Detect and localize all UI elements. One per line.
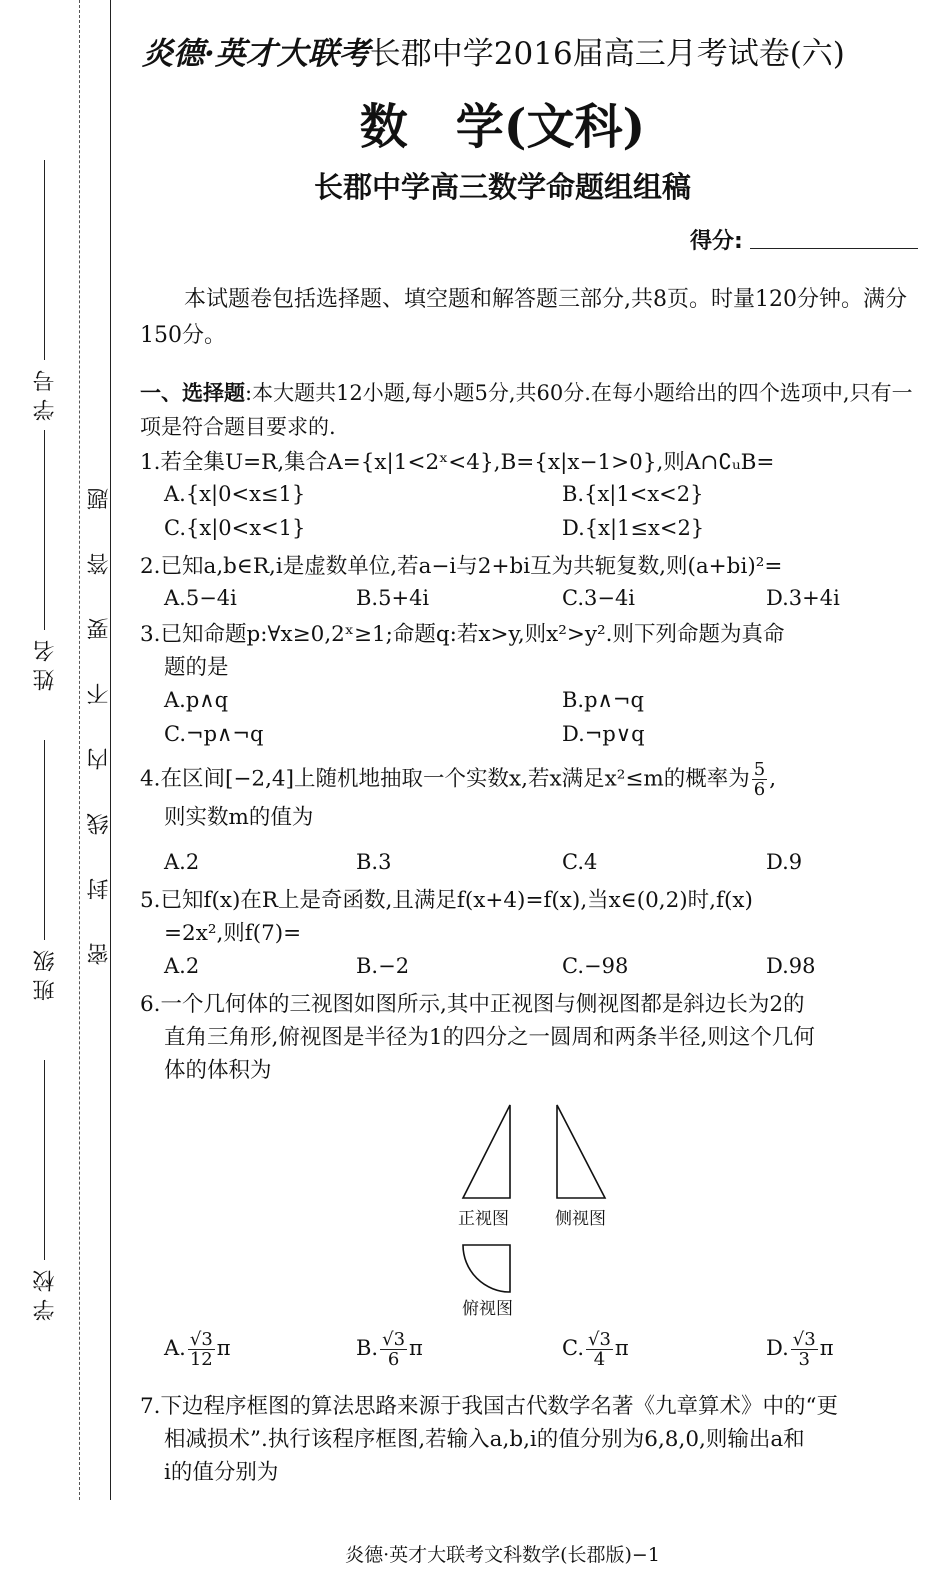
- fraction-numerator: √3: [189, 1329, 213, 1350]
- option-c: [562, 1330, 629, 1369]
- question-7-line-3: i的值分别为: [164, 1460, 279, 1485]
- exam-header: [142, 28, 845, 73]
- option-b: [356, 1330, 423, 1369]
- side-view-triangle: [557, 1105, 605, 1198]
- option-c-fraction: [586, 1330, 613, 1369]
- question-6-line-1: 6.一个几何体的三视图如图所示,其中正视图与侧视图都是斜边长为2的: [140, 992, 805, 1017]
- page-title: 数 学(文科): [359, 99, 646, 155]
- option-a: [164, 1330, 231, 1369]
- option-c-letter: C.: [562, 1336, 584, 1360]
- front-view-triangle: [463, 1105, 510, 1198]
- question-3-line-1: 3.已知命题p:∀x≥0,2ˣ≥1;命题q:若x>y,则x²>y².则下列命题为真命: [140, 622, 785, 647]
- section-header: [140, 376, 920, 444]
- page-footer: 炎德·英才大联考文科数学(长郡版)−1: [345, 1544, 660, 1566]
- exam-name: 长郡中学2016届高三月考试卷(六): [369, 36, 845, 72]
- option-c: C.−98: [562, 954, 629, 978]
- fraction-denominator: 6: [753, 779, 766, 800]
- pi-symbol: π: [216, 1336, 231, 1360]
- option-a-letter: A.: [164, 1336, 186, 1360]
- question-4-stem: [140, 760, 920, 834]
- top-view-label: 俯视图: [462, 1299, 513, 1319]
- question-1-stem: 1.若全集U=R,集合A={x|1<2ˣ<4},B={x|x−1>0},则A∩∁ᵤB=: [140, 450, 775, 475]
- option-d: D.98: [766, 954, 816, 978]
- question-7-line-1: 7.下边程序框图的算法思路来源于我国古代数学名著《九章算术》中的“更: [140, 1394, 839, 1419]
- question-4-line-2: 则实数m的值为: [164, 805, 314, 830]
- question-7-stem: [140, 1390, 920, 1489]
- option-d-letter: D.: [766, 1336, 789, 1360]
- top-view-quarter-circle: [463, 1245, 510, 1292]
- class-label: 班 级: [33, 950, 58, 1001]
- option-b: B.−2: [356, 954, 410, 978]
- option-b: B.p∧¬q: [562, 688, 644, 712]
- option-b: B.3: [356, 850, 392, 874]
- option-a-fraction: [188, 1330, 215, 1369]
- seal-text: 密 封 线 内 不 要 答 题: [87, 470, 112, 965]
- option-a: A.5−4i: [164, 586, 237, 610]
- option-d: D.3+4i: [766, 586, 840, 610]
- section-label: 一、选择题: [140, 381, 245, 405]
- option-d: D.9: [766, 850, 803, 874]
- fraction-numerator: √3: [382, 1329, 406, 1350]
- option-d: [766, 1330, 834, 1369]
- question-6-line-2: 直角三角形,俯视图是半径为1的四分之一圆周和两条半径,则这个几何: [164, 1025, 815, 1050]
- option-c: C.¬p∧¬q: [164, 722, 264, 746]
- pi-symbol: π: [614, 1336, 629, 1360]
- score-blank: [750, 248, 918, 249]
- fraction-numerator: √3: [792, 1329, 816, 1350]
- option-c: C.{x|0<x<1}: [164, 516, 306, 540]
- school-line: [44, 1060, 45, 1260]
- student-no-label: 学 号: [33, 370, 58, 421]
- question-6-line-3: 体的体积为: [164, 1058, 272, 1083]
- side-view-label: 侧视图: [555, 1209, 606, 1229]
- probability-fraction: [752, 760, 767, 799]
- school-label: 学 校: [33, 1270, 58, 1321]
- binding-dashed-line: [79, 0, 80, 1500]
- fraction-denominator: 4: [593, 1349, 606, 1370]
- score-label: 得分:: [690, 229, 743, 254]
- question-4-text: 4.在区间[−2,4]上随机地抽取一个实数x,若x满足x²≤m的概率为: [140, 766, 750, 792]
- question-4-tail: ,: [769, 766, 777, 792]
- question-4-line-1: [140, 760, 920, 799]
- option-a: A.p∧q: [164, 688, 229, 712]
- option-c: C.4: [562, 850, 598, 874]
- question-2-stem: 2.已知a,b∈R,i是虚数单位,若a−i与2+bi互为共轭复数,则(a+bi)²=: [140, 554, 783, 579]
- fraction-denominator: 3: [798, 1349, 810, 1370]
- front-view-label: 正视图: [458, 1209, 509, 1229]
- pi-symbol: π: [409, 1336, 423, 1360]
- option-b: B.5+4i: [356, 586, 430, 610]
- option-d: D.{x|1≤x<2}: [562, 516, 705, 540]
- fraction-denominator: 12: [189, 1349, 213, 1370]
- page-subtitle: 长郡中学高三数学命题组组稿: [313, 170, 691, 204]
- option-b-fraction: [380, 1330, 407, 1369]
- fraction-numerator: √3: [588, 1329, 611, 1350]
- question-5-stem: [140, 884, 920, 950]
- option-a: A.{x|0<x≤1}: [164, 482, 306, 506]
- intro-text: 本试题卷包括选择题、填空题和解答题三部分,共8页。时量120分钟。满分150分。: [140, 287, 907, 348]
- option-b: B.{x|1<x<2}: [562, 482, 704, 506]
- option-a: A.2: [164, 850, 200, 874]
- option-c: C.3−4i: [562, 586, 636, 610]
- question-7-line-2: 相减损术”.执行该程序框图,若输入a,b,i的值分别为6,8,0,则输出a和: [164, 1427, 805, 1452]
- fraction-denominator: 6: [387, 1349, 400, 1370]
- question-5-line-1: 5.已知f(x)在R上是奇函数,且满足f(x+4)=f(x),当x∈(0,2)时,f(x): [140, 888, 753, 913]
- question-6-stem: [140, 988, 920, 1087]
- question-5-line-2: =2x²,则f(7)=: [164, 921, 302, 946]
- pi-symbol: π: [819, 1336, 834, 1360]
- option-b-letter: B.: [356, 1336, 379, 1360]
- option-d: D.¬p∨q: [562, 722, 645, 746]
- name-label: 姓 名: [33, 640, 58, 691]
- brand-text: 炎德·英才大联考: [142, 36, 370, 72]
- question-3-line-2: 题的是: [164, 655, 229, 680]
- option-d-fraction: [791, 1330, 818, 1369]
- section-desc: :本大题共12小题,每小题5分,共60分.在每小题给出的四个选项中,只有一项是符合题目要求的.: [140, 381, 913, 439]
- question-3-stem: [140, 618, 920, 684]
- class-line: [44, 740, 45, 940]
- fraction-numerator: 5: [753, 759, 766, 780]
- option-a: A.2: [164, 954, 200, 978]
- name-line: [44, 430, 45, 630]
